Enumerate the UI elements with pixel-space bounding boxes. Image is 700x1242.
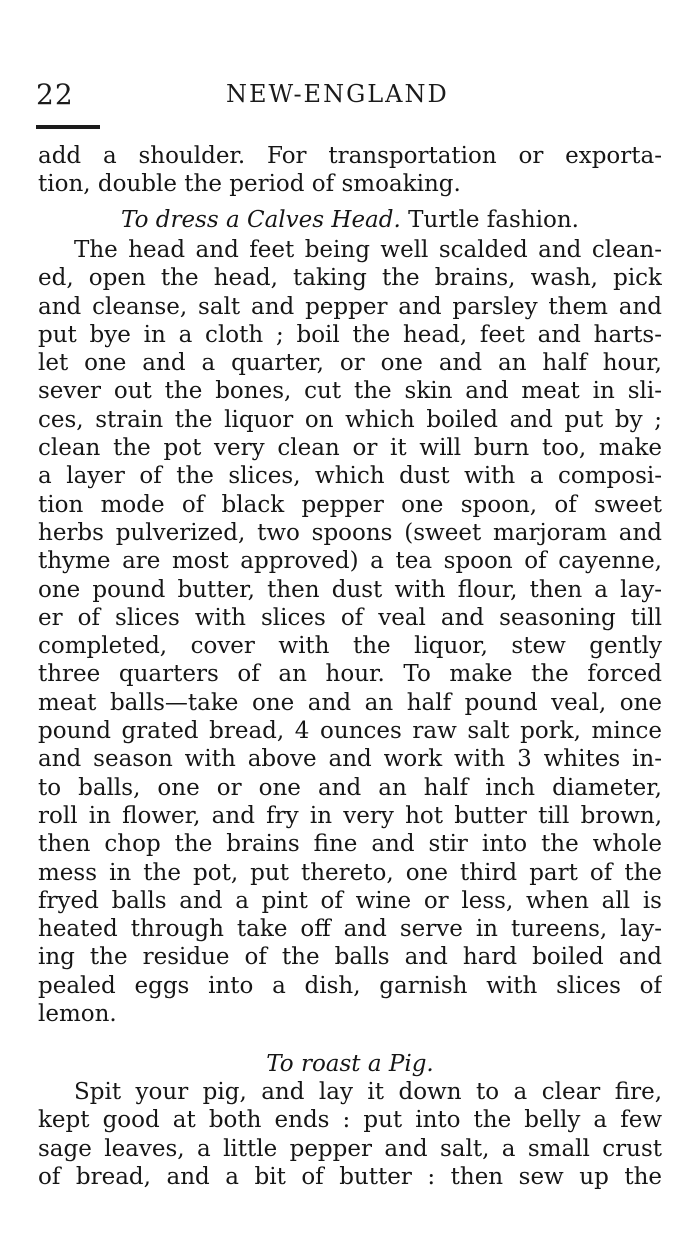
text-line: a layer of the slices, which dust with a composi-: [38, 463, 662, 490]
text-line: roll in flower, and fry in very hot butter till brown,: [38, 802, 662, 829]
text-line: sever out the bones, cut the skin and meat in sli-: [38, 378, 662, 405]
recipe-heading-roast-pig: [38, 1050, 662, 1078]
text-line: tion mode of black pepper one spoon, of sweet: [38, 491, 662, 518]
recipe-body-roast-pig: [38, 1078, 662, 1191]
text-line: to balls, one or one and an half inch diameter,: [38, 774, 662, 801]
text-line: clean the pot very clean or it will burn too, make: [38, 435, 662, 462]
running-title: NEW-ENGLAND: [226, 80, 449, 108]
text-line: let one and a quarter, or one and an half hour,: [38, 350, 662, 377]
recipe-subtitle: Turtle fashion.: [408, 207, 579, 233]
text-line: ing the residue of the balls and hard boiled and: [38, 944, 662, 971]
recipe-body-calves-head: [38, 236, 662, 1028]
paragraph-continued: [38, 142, 662, 199]
text-line: completed, cover with the liquor, stew gently: [38, 633, 662, 660]
text-line: put bye in a cloth ; boil the head, feet and harts-: [38, 321, 662, 348]
text-line: three quarters of an hour. To make the forced: [38, 661, 662, 688]
text-line: er of slices with slices of veal and seasoning till: [38, 604, 662, 631]
recipe-heading-calves-head: [38, 206, 662, 234]
page-number: 22: [36, 78, 74, 111]
text-line: heated through take off and serve in tureens, lay-: [38, 916, 662, 943]
text-line: kept good at both ends : put into the belly a few: [38, 1107, 662, 1134]
text-line: fryed balls and a pint of wine or less, when all is: [38, 887, 662, 914]
text-line: and season with above and work with 3 whites in-: [38, 746, 662, 773]
text-line: one pound butter, then dust with flour, then a lay-: [38, 576, 662, 603]
text-line: lemon.: [38, 1001, 117, 1028]
text-line: ces, strain the liquor on which boiled and put by ;: [38, 406, 662, 433]
text-line: ed, open the head, taking the brains, wash, pick: [38, 265, 662, 292]
text-line: Spit your pig, and lay it down to a clear fire,: [74, 1079, 662, 1105]
text-line: pound grated bread, 4 ounces raw salt pork, mince: [38, 718, 662, 745]
text-line: then chop the brains fine and stir into the whole: [38, 831, 662, 858]
text-line: thyme are most approved) a tea spoon of cayenne,: [38, 548, 662, 575]
text-line: herbs pulverized, two spoons (sweet marjoram and: [38, 519, 662, 546]
text-line: sage leaves, a little pepper and salt, a small crust: [38, 1135, 662, 1162]
recipe-title-italic: To roast a Pig.: [266, 1051, 434, 1077]
text-line: of bread, and a bit of butter : then sew up the: [38, 1163, 662, 1190]
recipe-heading-line: [38, 206, 662, 234]
text-line: pealed eggs into a dish, garnish with slices of: [38, 972, 662, 999]
recipe-title-italic: To dress a Calves Head.: [121, 207, 401, 233]
text-line: tion, double the period of smoaking.: [38, 171, 461, 198]
text-line: and cleanse, salt and pepper and parsley them and: [38, 293, 662, 320]
header-rule: [36, 125, 100, 129]
text-line: mess in the pot, put thereto, one third part of the: [38, 859, 662, 886]
page-header: [36, 78, 676, 118]
text-line: meat balls—take one and an half pound veal, one: [38, 689, 662, 716]
text-line: add a shoulder. For transportation or exporta-: [38, 143, 662, 169]
text-line: The head and feet being well scalded and clean-: [74, 237, 662, 263]
